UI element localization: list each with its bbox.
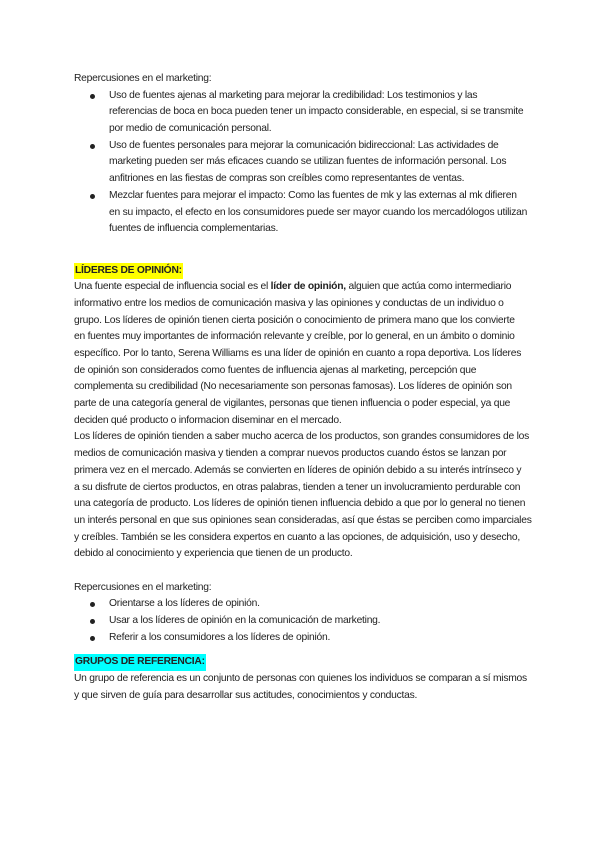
- reference-groups-heading-row: [74, 654, 534, 671]
- list-item: Uso de fuentes ajenas al marketing para mejorar la credibilidad: Los testimonios y las referencias de boca en boca pueden tener un impacto considerable, en especial, si se transmite por medio de comunicación personal.: [74, 88, 534, 138]
- paragraph-line: Una fuente especial de influencia social es el líder de opinión, alguien que actúa como intermediario: [74, 281, 512, 293]
- list-item: Uso de fuentes personales para mejorar la comunicación bidireccional: Las actividades de marketing pueden ser más eficaces cuando se utilizan fuentes de información personal. Los anfitriones en las fiestas de compras son creíbles como representantes de ventas.: [74, 138, 534, 188]
- section-heading-opinion-leaders: LÍDERES DE OPINIÓN:: [74, 263, 183, 280]
- marketing-repercussions-intro-2: Repercusiones en el marketing:: [74, 581, 212, 593]
- marketing-repercussions-list-1: [74, 88, 534, 238]
- bold-term: líder de opinión,: [270, 281, 346, 293]
- bullet-icon: [90, 602, 95, 607]
- opinion-leaders-paragraph-1: informativo entre los medios de comunicación masiva y las opiniones y conductas de un individuo o grupo. Los líderes de opinión tienen cierta posición o conocimiento de primera mano que los convierte en fuentes muy importantes de información relevante y creíble, por lo general, en un ámbito o dominio específico. Por lo tanto, Serena Williams es una líder de opinión en cuanto a ropa deportiva. Los líderes de opinión son considerados como fuentes de influencia ajenas al marketing, percepción que complementa su credibilidad (No necesariamente son personas famosas). Los líderes de opinión son parte de una categoría general de vigilantes, personas que tienen influencia o poder especial, ya que deciden qué producto o informacion diseminar en el mercado.: [74, 297, 522, 426]
- document-page: [74, 71, 534, 704]
- list-item: Usar a los líderes de opinión en la comunicación de marketing.: [74, 613, 534, 630]
- list-item: Mezclar fuentes para mejorar el impacto: Como las fuentes de mk y las externas al mk difieren en su impacto, el efecto en los consumidores puede ser mayor cuando los mercadólogos utilizan fuentes de influencia complementarias.: [74, 188, 534, 238]
- bullet-icon: [90, 144, 95, 149]
- marketing-repercussions-intro: Repercusiones en el marketing:: [74, 73, 212, 84]
- bullet-icon: [90, 636, 95, 641]
- section-heading-reference-groups: GRUPOS DE REFERENCIA:: [74, 654, 206, 671]
- bullet-icon: [90, 94, 95, 99]
- marketing-repercussions-list-2: [74, 596, 534, 646]
- reference-groups-paragraph: Un grupo de referencia es un conjunto de personas con quienes los individuos se comparan a sí mismos y que sirven de guía para desarrollar sus actitudes, conocimientos y conductas.: [74, 673, 527, 701]
- bullet-icon: [90, 619, 95, 624]
- list-item: Orientarse a los líderes de opinión.: [74, 596, 534, 613]
- list-item: Referir a los consumidores a los líderes de opinión.: [74, 630, 534, 647]
- bullet-icon: [90, 194, 95, 199]
- opinion-leaders-heading-row: [74, 263, 534, 280]
- opinion-leaders-paragraph-2: Los líderes de opinión tienden a saber mucho acerca de los productos, son grandes consumidores de los medios de comunicación masiva y tienden a comprar nuevos productos cuando éstos se lanzan por primera vez en el mercado. Además se convierten en líderes de opinión debido a su interés intrínseco y a su disfrute de ciertos productos, en otras palabras, tienden a tener un involucramiento perdurable con una categoría de producto. Los líderes de opinión tienen influencia debido a que por lo general no tienen un interés personal en que sus opiniones sean consideradas, así que éstas se perciben como imparciales y creíbles. También se les considera expertos en cuanto a las opciones, de adquisición, uso y desecho, debido al conocimiento y experiencia que tienen de un producto.: [74, 431, 532, 560]
